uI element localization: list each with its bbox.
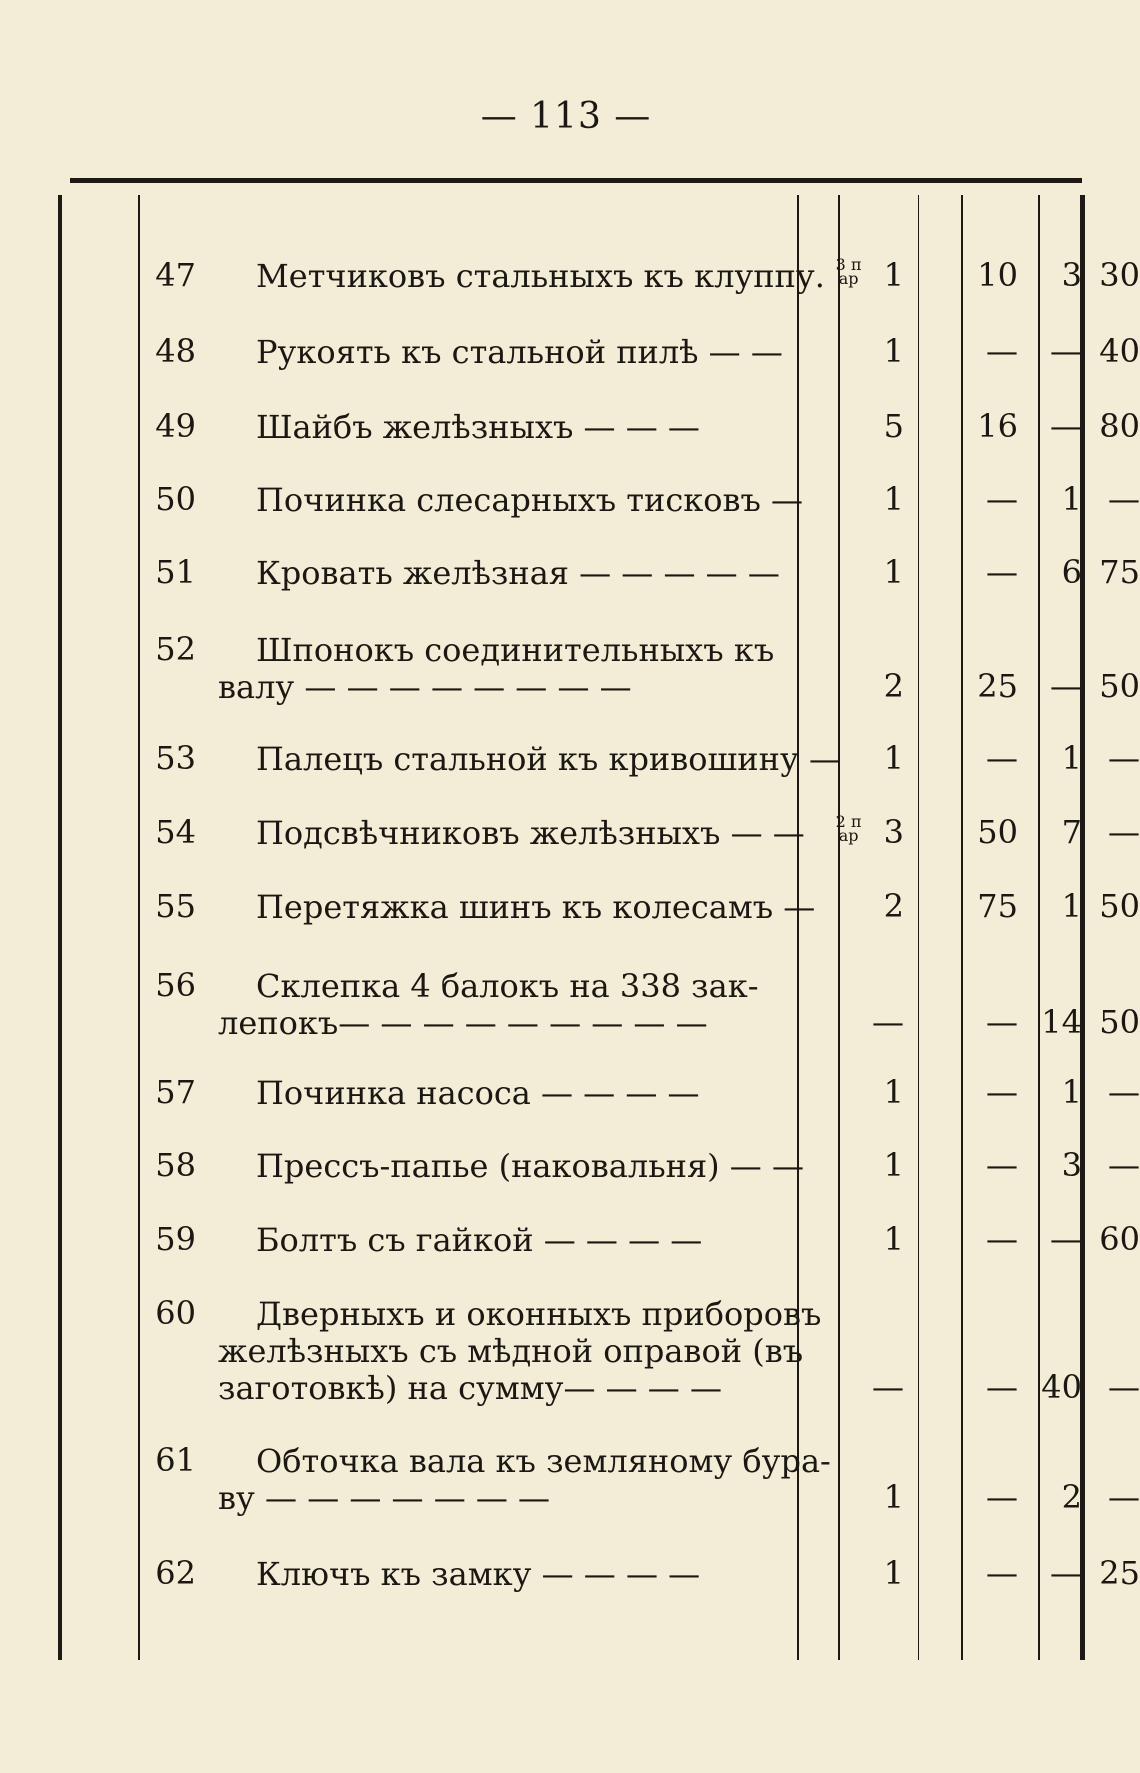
- price-rubles: 75: [977, 887, 1018, 925]
- quantity-value: 1: [883, 256, 904, 294]
- page-number: — 113 —: [480, 96, 652, 137]
- price-rubles: 25: [977, 667, 1018, 705]
- sum-rubles: —: [1050, 332, 1082, 370]
- sum-rubles: —: [1050, 407, 1082, 445]
- quantity: [798, 812, 904, 851]
- sum-rubles: 3: [1061, 256, 1082, 294]
- price-rubles: 10: [977, 256, 1018, 294]
- quantity-unit: 2 пар: [835, 812, 862, 845]
- row-number: 57: [155, 1073, 196, 1111]
- quantity: 1: [883, 1073, 904, 1111]
- sum-rubles: —: [1050, 667, 1082, 705]
- price-rubles: —: [986, 332, 1018, 370]
- sum-kopecks: —: [1108, 813, 1140, 851]
- quantity-value: 3: [883, 813, 904, 851]
- item-description: [218, 815, 818, 852]
- row-number: 55: [155, 887, 196, 925]
- description-line: Палецъ стальной къ кривошину —: [256, 740, 841, 778]
- quantity: 1: [883, 1220, 904, 1258]
- description-line: Перетяжка шинъ къ колесамъ —: [256, 888, 816, 926]
- quantity: 1: [883, 1146, 904, 1184]
- sum-kopecks: 50: [1099, 667, 1140, 705]
- item-description: [218, 1222, 818, 1259]
- sum-rubles: 40: [1041, 1368, 1082, 1406]
- sum-kopecks: 40: [1099, 332, 1140, 370]
- row-number: 48: [155, 332, 196, 370]
- quantity: 2: [883, 887, 904, 925]
- quantity: 1: [883, 1478, 904, 1516]
- price-rubles: —: [986, 1368, 1018, 1406]
- sum-kopecks: 60: [1099, 1220, 1140, 1258]
- quantity: 1: [883, 1554, 904, 1592]
- row-number: 62: [155, 1554, 196, 1592]
- item-description: [218, 1556, 818, 1593]
- description-line: Дверныхъ и оконныхъ приборовъ: [256, 1295, 822, 1333]
- column-rule-left: [58, 195, 62, 1660]
- row-number: 52: [155, 630, 196, 668]
- row-number: 58: [155, 1146, 196, 1184]
- item-description: [218, 1442, 831, 1517]
- sum-kopecks: 50: [1099, 887, 1140, 925]
- description-line: Рукоять къ стальной пилѣ — —: [256, 333, 783, 371]
- column-rule-price-kop: [918, 195, 919, 1660]
- price-rubles: —: [986, 1003, 1018, 1041]
- description-line: Подсвѣчниковъ желѣзныхъ — —: [256, 814, 805, 852]
- row-number: 51: [155, 553, 196, 591]
- quantity: 5: [883, 407, 904, 445]
- item-description: [218, 632, 818, 706]
- description-line: Метчиковъ стальныхъ къ клуппу.: [256, 257, 825, 295]
- description-line: Склепка 4 балокъ на 338 зак-: [256, 967, 759, 1005]
- price-rubles: 50: [977, 813, 1018, 851]
- row-number: 60: [155, 1294, 196, 1332]
- item-description: [218, 1295, 822, 1407]
- description-line: Шайбъ желѣзныхъ — — —: [256, 408, 700, 446]
- description-line: ву — — — — — — —: [218, 1479, 551, 1517]
- table-top-rule: [70, 178, 1082, 183]
- quantity: 1: [883, 739, 904, 777]
- sum-kopecks: —: [1108, 1146, 1140, 1184]
- sum-rubles: 1: [1061, 1073, 1082, 1111]
- quantity: 1: [883, 332, 904, 370]
- item-description: [218, 968, 818, 1042]
- sum-kopecks: 30: [1099, 256, 1140, 294]
- sum-kopecks: 25: [1099, 1554, 1140, 1592]
- sum-rubles: 14: [1041, 1003, 1082, 1041]
- row-number: 50: [155, 480, 196, 518]
- sum-kopecks: —: [1108, 1478, 1140, 1516]
- sum-rubles: 2: [1061, 1478, 1082, 1516]
- quantity: [798, 255, 904, 294]
- row-number: 47: [155, 256, 196, 294]
- sum-kopecks: 80: [1099, 407, 1140, 445]
- sum-kopecks: —: [1108, 739, 1140, 777]
- item-description: [218, 740, 841, 778]
- item-description: [218, 482, 818, 519]
- row-number: 61: [155, 1441, 196, 1479]
- sum-kopecks: —: [1108, 1073, 1140, 1111]
- description-line: Починка слесарныхъ тисковъ —: [256, 481, 804, 519]
- item-description: [218, 334, 818, 371]
- item-description: [218, 409, 818, 446]
- item-description: [218, 889, 818, 926]
- description-line: лепокъ— — — — — — — — —: [218, 1004, 708, 1042]
- price-rubles: —: [986, 1073, 1018, 1111]
- description-line: валу — — — — — — — —: [218, 668, 632, 706]
- price-rubles: —: [986, 739, 1018, 777]
- row-number: 59: [155, 1220, 196, 1258]
- description-line: Прессъ-папье (наковальня) — —: [256, 1147, 804, 1185]
- description-line: Обточка вала къ земляному бура-: [256, 1442, 831, 1480]
- quantity: 1: [883, 553, 904, 591]
- sum-rubles: 1: [1061, 887, 1082, 925]
- row-number: 56: [155, 966, 196, 1004]
- description-line: Болтъ съ гайкой — — — —: [256, 1221, 703, 1259]
- price-rubles: —: [986, 1478, 1018, 1516]
- row-number: 54: [155, 813, 196, 851]
- sum-rubles: —: [1050, 1220, 1082, 1258]
- price-rubles: —: [986, 1146, 1018, 1184]
- description-line: желѣзныхъ съ мѣдной оправой (въ: [218, 1332, 804, 1370]
- sum-rubles: 1: [1061, 480, 1082, 518]
- item-description: [218, 555, 818, 592]
- row-number: 53: [155, 739, 196, 777]
- price-rubles: —: [986, 553, 1018, 591]
- quantity-unit: 3 пар: [835, 255, 862, 288]
- description-line: Кровать желѣзная — — — — —: [256, 554, 780, 592]
- description-line: Починка насоса — — — —: [256, 1074, 700, 1112]
- description-line: заготовкѣ) на сумму— — — —: [218, 1369, 722, 1407]
- item-description: [218, 1148, 818, 1185]
- quantity: —: [872, 1368, 904, 1406]
- sum-kopecks: —: [1108, 480, 1140, 518]
- sum-rubles: 1: [1061, 739, 1082, 777]
- sum-rubles: —: [1050, 1554, 1082, 1592]
- quantity: 1: [883, 480, 904, 518]
- sum-kopecks: 50: [1099, 1003, 1140, 1041]
- price-rubles: —: [986, 480, 1018, 518]
- item-description: [218, 257, 825, 295]
- quantity: —: [872, 1003, 904, 1041]
- quantity: 2: [883, 667, 904, 705]
- sum-kopecks: —: [1108, 1368, 1140, 1406]
- sum-kopecks: 75: [1099, 553, 1140, 591]
- sum-rubles: 3: [1061, 1146, 1082, 1184]
- price-rubles: 16: [977, 407, 1018, 445]
- price-rubles: —: [986, 1554, 1018, 1592]
- description-line: Шпонокъ соединительныхъ къ: [256, 631, 775, 669]
- item-description: [218, 1075, 818, 1112]
- sum-rubles: 7: [1061, 813, 1082, 851]
- price-rubles: —: [986, 1220, 1018, 1258]
- description-line: Ключъ къ замку — — — —: [256, 1555, 701, 1593]
- row-number: 49: [155, 407, 196, 445]
- sum-rubles: 6: [1061, 553, 1082, 591]
